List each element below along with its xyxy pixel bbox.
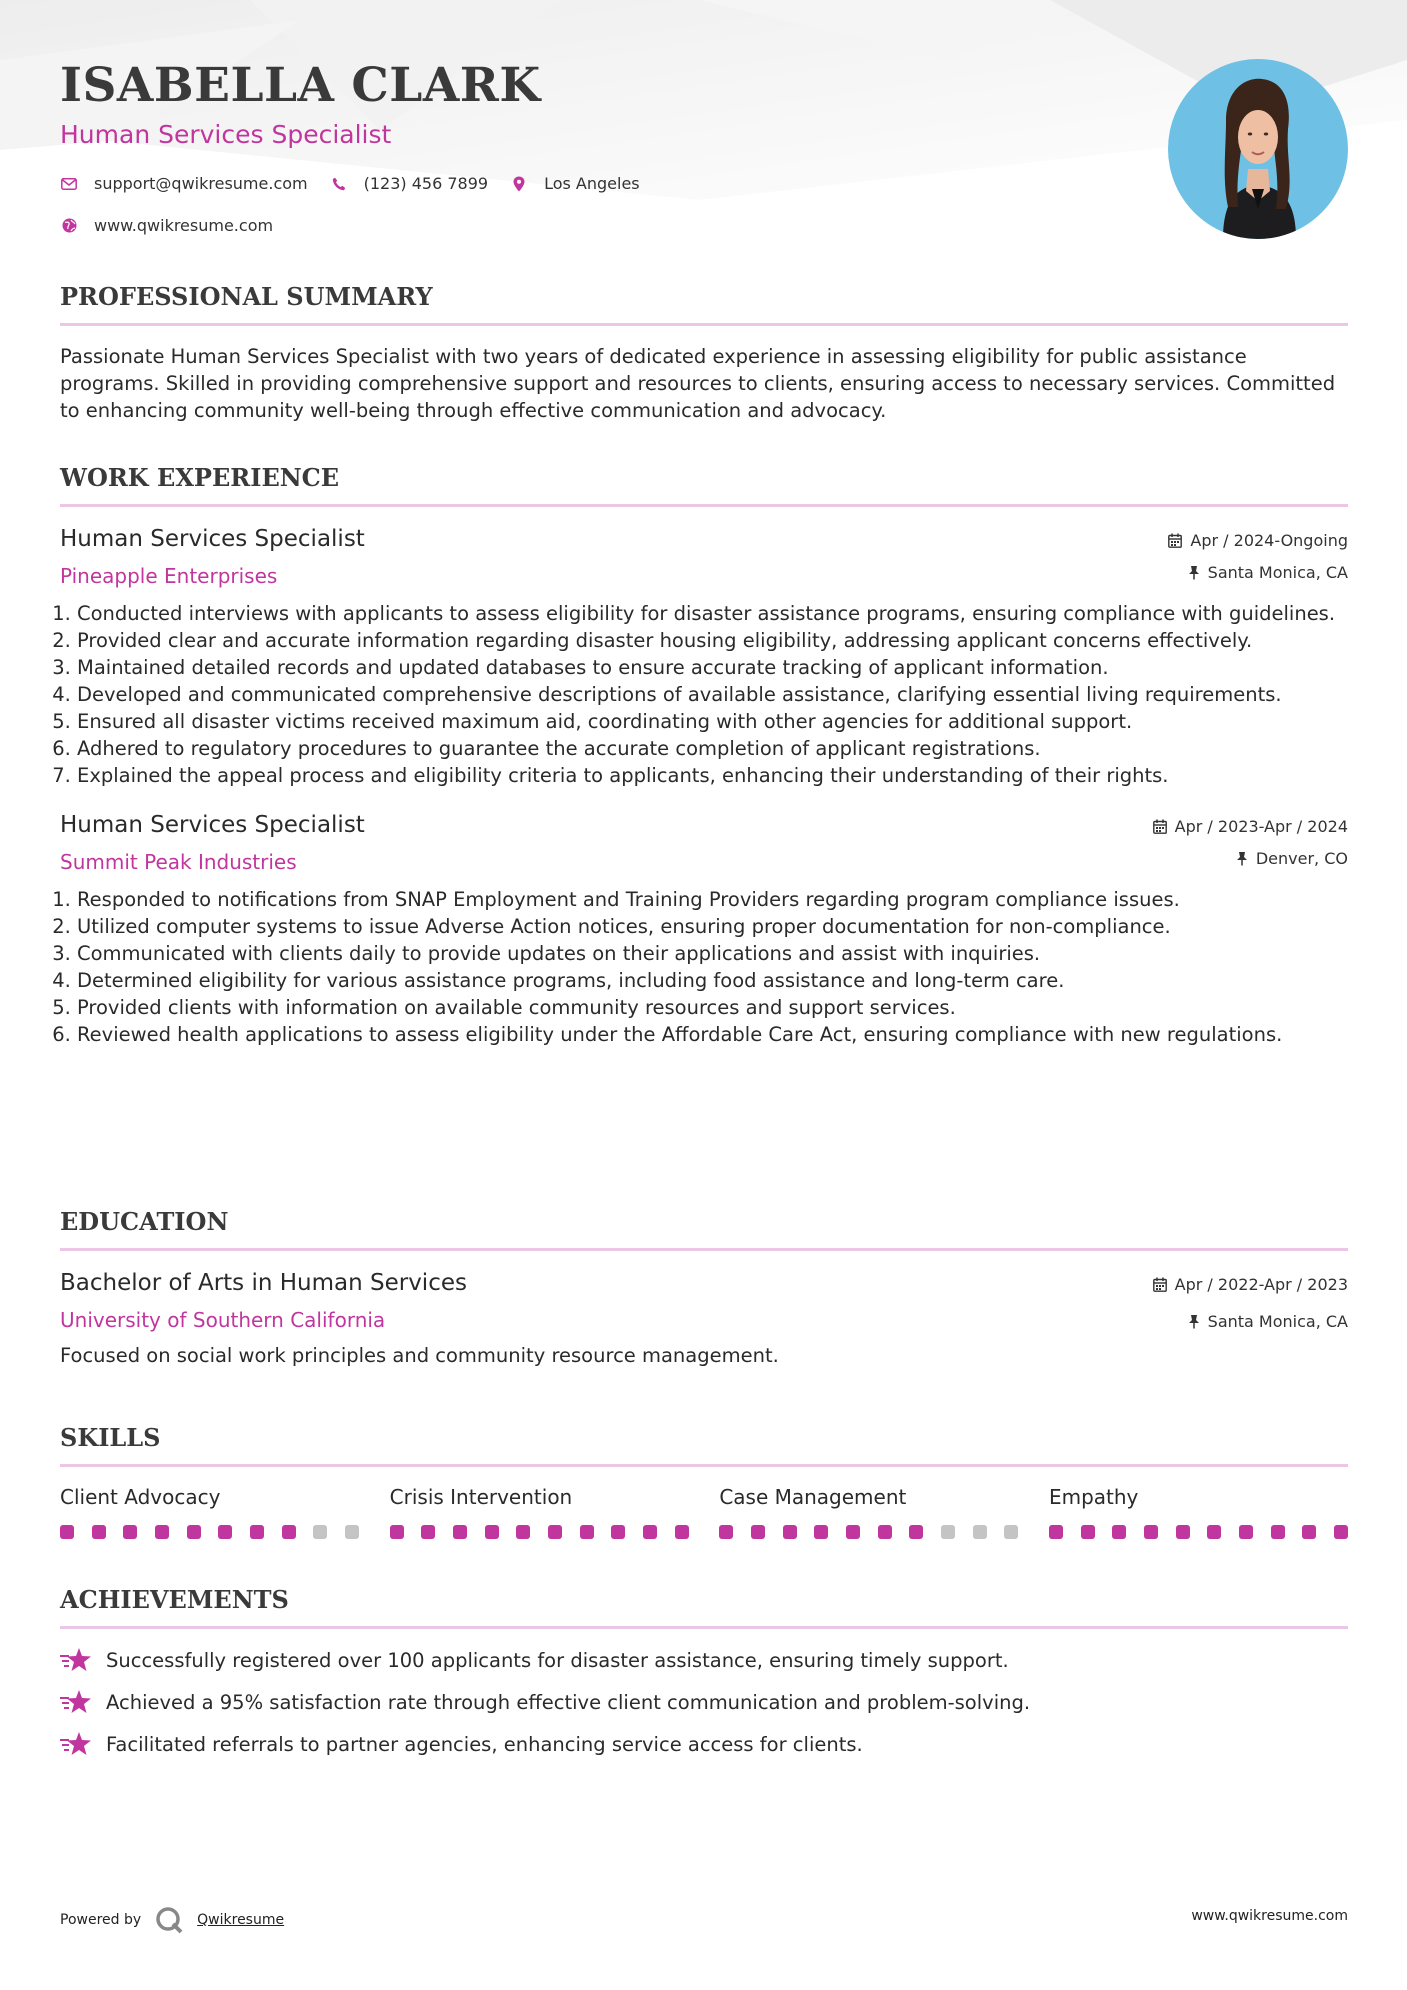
job-location [1168, 562, 1348, 582]
school: University of Southern California [60, 1308, 386, 1332]
pushpin-icon [1188, 1314, 1200, 1329]
education-entry [60, 1270, 1348, 1369]
rating-dot-filled [675, 1525, 689, 1539]
list-item: 3. Communicated with clients daily to provide updates on their applications and assist with inquiries. [77, 940, 1348, 967]
rating-dot-filled [155, 1525, 169, 1539]
calendar-icon [1153, 819, 1167, 834]
rating-dot-filled [1176, 1525, 1190, 1539]
rating-dot-filled [516, 1525, 530, 1539]
rating-dot-empty [941, 1525, 955, 1539]
job-meta [1153, 816, 1348, 868]
rating-dot-filled [909, 1525, 923, 1539]
list-item: 3. Maintained detailed records and updated databases to ensure accurate tracking of applicant information. [77, 654, 1348, 681]
star-icon [60, 1731, 92, 1757]
footer [60, 1898, 1348, 1934]
contact-location [510, 174, 640, 193]
job-dates [1168, 530, 1348, 550]
job-bullets [60, 886, 1348, 1048]
rating-dot-filled [1271, 1525, 1285, 1539]
section-divider [60, 1626, 1348, 1629]
rating-dot-filled [878, 1525, 892, 1539]
job-entry [60, 526, 1348, 789]
rating-dot-filled [580, 1525, 594, 1539]
rating-dot-filled [814, 1525, 828, 1539]
pushpin-icon [1236, 851, 1248, 866]
rating-dot-filled [1239, 1525, 1253, 1539]
rating-dot-filled [123, 1525, 137, 1539]
achievements-section [60, 1585, 1348, 1757]
job-role: Human Services Specialist [60, 812, 365, 838]
list-item: 4. Developed and communicated comprehensive descriptions of available assistance, clarifying essential living requirements. [77, 681, 1348, 708]
rating-dot-filled [1112, 1525, 1126, 1539]
summary-section [60, 282, 1348, 424]
skill-item [60, 1485, 359, 1539]
job-dates-text: Apr / 2024-Ongoing [1190, 530, 1348, 550]
job-entry [60, 812, 1348, 1048]
education-section [60, 1207, 1348, 1369]
map-pin-icon [510, 175, 528, 193]
rating-dot-filled [282, 1525, 296, 1539]
profile-photo [1168, 59, 1348, 239]
rating-dot-filled [1207, 1525, 1221, 1539]
job-location-text: Santa Monica, CA [1207, 562, 1348, 582]
location-text: Los Angeles [544, 174, 640, 193]
contact-website[interactable] [60, 216, 273, 235]
education-location-text: Santa Monica, CA [1207, 1311, 1348, 1331]
rating-dot-filled [846, 1525, 860, 1539]
envelope-icon [60, 175, 78, 193]
list-item: 2. Utilized computer systems to issue Adverse Action notices, ensuring proper documentation for non-compliance. [77, 913, 1348, 940]
rating-dot-empty [345, 1525, 359, 1539]
skill-item [390, 1485, 689, 1539]
contact-row-primary [60, 174, 662, 193]
achievement-item [60, 1731, 1348, 1757]
candidate-name: ISABELLA CLARK [60, 58, 541, 113]
skill-name: Case Management [719, 1485, 907, 1509]
job-dates [1153, 816, 1348, 836]
rating-dot-filled [1081, 1525, 1095, 1539]
rating-dot-filled [1049, 1525, 1063, 1539]
rating-dot-filled [60, 1525, 74, 1539]
education-heading: EDUCATION [60, 1207, 229, 1236]
rating-dot-filled [548, 1525, 562, 1539]
experience-heading: WORK EXPERIENCE [60, 463, 340, 492]
section-divider [60, 504, 1348, 507]
achievements-heading: ACHIEVEMENTS [60, 1585, 289, 1614]
degree: Bachelor of Arts in Human Services [60, 1270, 467, 1296]
powered-by-label: Powered by [60, 1912, 142, 1928]
list-item: 6. Adhered to regulatory procedures to guarantee the accurate completion of applicant registrations. [77, 735, 1348, 762]
achievement-text: Facilitated referrals to partner agencies, enhancing service access for clients. [106, 1732, 863, 1756]
rating-dot-filled [453, 1525, 467, 1539]
rating-dot-filled [187, 1525, 201, 1539]
rating-dot-filled [218, 1525, 232, 1539]
skills-heading: SKILLS [60, 1423, 161, 1452]
job-company: Pineapple Enterprises [60, 564, 278, 588]
contact-email[interactable] [60, 174, 308, 193]
job-location-text: Denver, CO [1255, 848, 1348, 868]
section-divider [60, 1248, 1348, 1251]
email-text: support@qwikresume.com [94, 174, 308, 193]
skill-name: Crisis Intervention [389, 1485, 573, 1509]
contact-phone[interactable] [330, 174, 488, 193]
powered-by [60, 1906, 284, 1934]
job-dates-text: Apr / 2023-Apr / 2024 [1174, 816, 1348, 836]
section-divider [60, 323, 1348, 326]
skills-list [60, 1485, 1348, 1539]
list-item: 7. Explained the appeal process and eligibility criteria to applicants, enhancing their understanding of their rights. [77, 762, 1348, 789]
achievement-text: Achieved a 95% satisfaction rate through effective client communication and problem-solving. [106, 1690, 1031, 1714]
list-item: 6. Reviewed health applications to assess eligibility under the Affordable Care Act, ensuring compliance with new regulations. [77, 1021, 1348, 1048]
job-meta [1168, 530, 1348, 582]
star-icon [60, 1689, 92, 1715]
rating-dot-filled [421, 1525, 435, 1539]
achievement-item [60, 1689, 1348, 1715]
rating-dot-filled [1334, 1525, 1348, 1539]
summary-heading: PROFESSIONAL SUMMARY [60, 282, 433, 311]
rating-dot-empty [313, 1525, 327, 1539]
list-item: 1. Conducted interviews with applicants to assess eligibility for disaster assistance programs, ensuring compliance with guidelines. [77, 600, 1348, 627]
website-text: www.qwikresume.com [94, 216, 274, 235]
contact-row-secondary [60, 216, 295, 235]
rating-dot-filled [250, 1525, 264, 1539]
calendar-icon [1153, 1277, 1167, 1292]
skill-name: Client Advocacy [60, 1485, 221, 1509]
skill-rating [1049, 1525, 1348, 1539]
job-role: Human Services Specialist [60, 526, 365, 552]
list-item: 5. Ensured all disaster victims received maximum aid, coordinating with other agencies for additional support. [77, 708, 1348, 735]
skill-name: Empathy [1048, 1485, 1139, 1509]
section-divider [60, 1464, 1348, 1467]
job-bullets [60, 600, 1348, 789]
list-item: 1. Responded to notifications from SNAP Employment and Training Providers regarding program compliance issues. [77, 886, 1348, 913]
globe-icon [60, 217, 78, 235]
skill-rating [390, 1525, 689, 1539]
education-description: Focused on social work principles and community resource management. [60, 1344, 779, 1367]
phone-icon [330, 175, 348, 193]
rating-dot-empty [1004, 1525, 1018, 1539]
rating-dot-filled [1302, 1525, 1316, 1539]
calendar-icon [1168, 533, 1182, 548]
education-meta [1153, 1274, 1348, 1331]
rating-dot-filled [1144, 1525, 1158, 1539]
rating-dot-filled [390, 1525, 404, 1539]
rating-dot-empty [973, 1525, 987, 1539]
list-item: 2. Provided clear and accurate information regarding disaster housing eligibility, addressing applicant concerns effectively. [77, 627, 1348, 654]
experience-section [60, 463, 1348, 1048]
candidate-title: Human Services Specialist [60, 120, 392, 149]
qwikresume-logo-icon [155, 1906, 183, 1934]
summary-text: Passionate Human Services Specialist with two years of dedicated experience in assessing eligibility for public assistance programs. Skilled in providing comprehensive support and resources to clients, ensuring access to necessary services. Committed to enhancing community well-being through effective communication and advocacy. [60, 345, 1336, 422]
skill-item [719, 1485, 1018, 1539]
education-location [1153, 1311, 1348, 1331]
pushpin-icon [1188, 565, 1200, 580]
rating-dot-filled [783, 1525, 797, 1539]
rating-dot-filled [643, 1525, 657, 1539]
list-item: 5. Provided clients with information on available community resources and support services. [77, 994, 1348, 1021]
rating-dot-filled [719, 1525, 733, 1539]
rating-dot-filled [92, 1525, 106, 1539]
achievement-item [60, 1647, 1348, 1673]
skills-section [60, 1423, 1348, 1539]
skill-item [1049, 1485, 1348, 1539]
rating-dot-filled [751, 1525, 765, 1539]
skill-rating [60, 1525, 359, 1539]
education-dates [1153, 1274, 1348, 1294]
list-item: 4. Determined eligibility for various assistance programs, including food assistance and long-term care. [77, 967, 1348, 994]
job-location [1153, 848, 1348, 868]
star-icon [60, 1647, 92, 1673]
brand-link[interactable]: Qwikresume [197, 1912, 285, 1928]
job-company: Summit Peak Industries [60, 850, 297, 874]
rating-dot-filled [611, 1525, 625, 1539]
achievement-text: Successfully registered over 100 applicants for disaster assistance, ensuring timely support. [106, 1648, 1009, 1672]
rating-dot-filled [485, 1525, 499, 1539]
skill-rating [719, 1525, 1018, 1539]
phone-text: (123) 456 7899 [363, 174, 489, 193]
education-dates-text: Apr / 2022-Apr / 2023 [1174, 1274, 1348, 1294]
footer-url[interactable]: www.qwikresume.com [1191, 1908, 1348, 1924]
